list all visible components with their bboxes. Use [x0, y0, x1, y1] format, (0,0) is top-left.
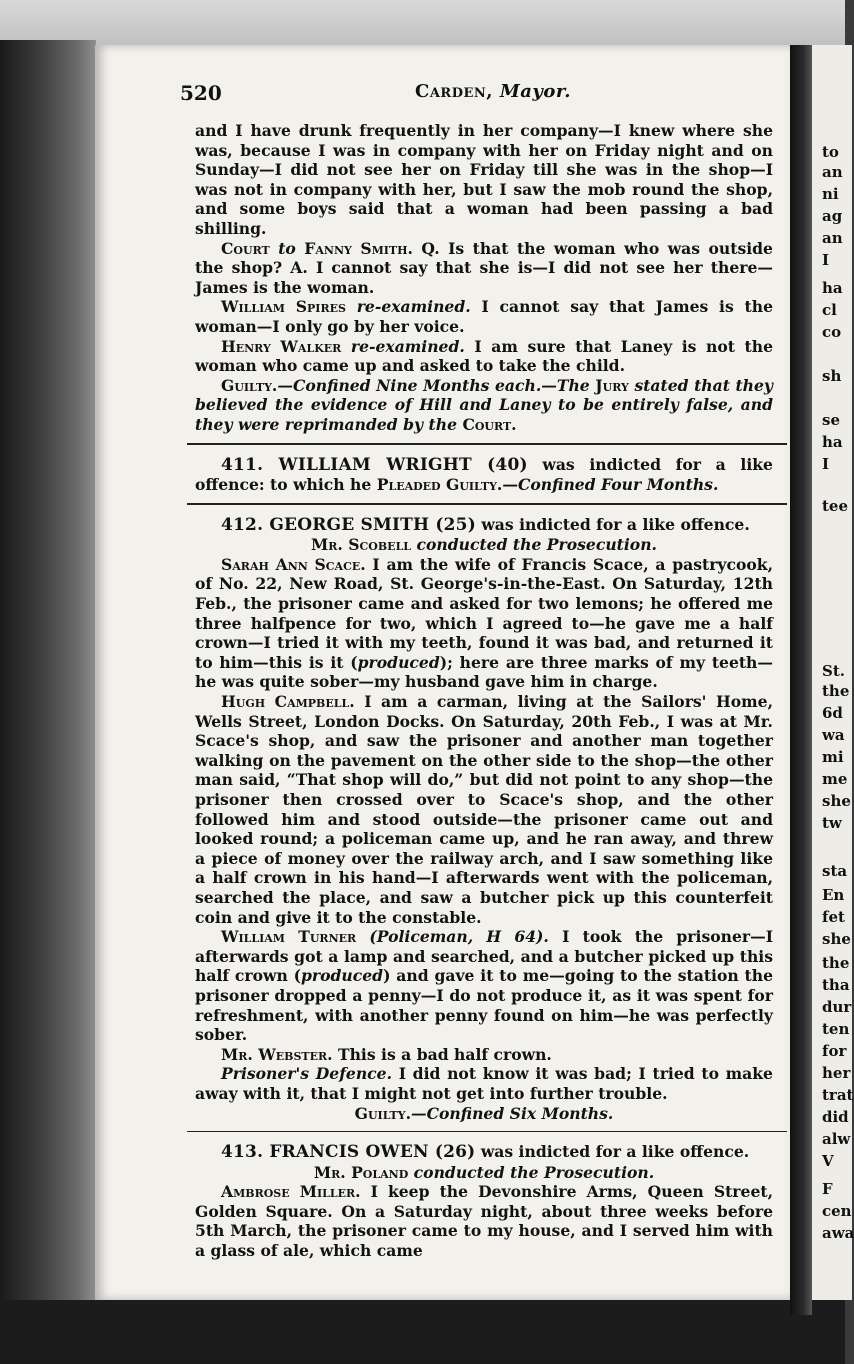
- facing-page-fragment: ten: [822, 1020, 850, 1038]
- facing-page-fragment: trat: [822, 1086, 854, 1104]
- case-heading: 412. GEORGE SMITH (25): [221, 514, 476, 535]
- facing-page-fragment: to: [822, 143, 839, 161]
- facing-page-fragment: for: [822, 1042, 847, 1060]
- page-body: [195, 121, 773, 1261]
- paragraph: Sarah Ann Scace. I am the wife of Francis Scace, a pastrycook, of No. 22, New Road, St. George's-in-the-East. On Saturday, 12th Feb., the prisoner came and asked for two lemons; he offered me three halfpence for two, which I agreed to—he gave me a half crown—I tried it with my teeth, found it was bad, and returned it to him—this is it (produced); here are three marks of my teeth—he was quite sober—my husband gave him in charge.: [195, 554, 773, 692]
- facing-page-fragment: tha: [822, 976, 850, 994]
- case-411: 411. WILLIAM WRIGHT (40) was indicted for a like offence: to which he Pleaded Guilty.—Confined Four Months.: [195, 454, 773, 495]
- facing-page-fragment: ha: [822, 279, 843, 297]
- counsel-line: Mr. Poland conducted the Prosecution.: [313, 1162, 655, 1182]
- paragraph: Henry Walker re-examined. I am sure that Laney is not the woman who came up and asked to take the child.: [195, 336, 773, 376]
- facing-page-fragment: tee: [822, 497, 849, 515]
- facing-page-fragment: I: [822, 455, 830, 473]
- paragraph: William Turner (Policeman, H 64). I took the prisoner—I afterwards got a lamp and searched, and a butcher picked up this half crown (produced) and gave it to me—going to the station the prisoner dropped a penny—I do not produce it, as it was spent for refreshment, with another penny found on him—he was perfectly sober.: [195, 927, 774, 1045]
- running-head-name: Carden,: [415, 81, 494, 102]
- paragraph: Mr. Webster. This is a bad half crown.: [221, 1044, 552, 1064]
- facing-page-fragment: alw: [822, 1130, 851, 1148]
- case-heading: 411. WILLIAM WRIGHT (40): [221, 454, 528, 475]
- facing-page-fragment: she: [822, 930, 851, 948]
- facing-page-fragment: En: [822, 886, 845, 904]
- facing-page-edge: [812, 45, 852, 1300]
- case-412: 412. GEORGE SMITH (25) was indicted for a like offence.: [221, 514, 750, 535]
- facing-page-fragment: V: [822, 1152, 834, 1170]
- book-page: [95, 45, 790, 1300]
- section-divider: [187, 443, 787, 445]
- section-divider: [187, 503, 787, 505]
- facing-page-fragment: did: [822, 1108, 849, 1126]
- facing-page-fragment: she: [822, 792, 851, 810]
- facing-page-fragment: wa: [822, 726, 845, 744]
- facing-page-fragment: sta: [822, 862, 848, 880]
- paragraph: Prisoner's Defence. I did not know it was bad; I tried to make away with it, that I might not get into further trouble.: [195, 1064, 773, 1103]
- running-head-title: Mayor.: [499, 81, 571, 102]
- facing-page-fragment: dur: [822, 998, 852, 1016]
- facing-page-fragment: 6d: [822, 704, 843, 722]
- facing-page-fragment: cl: [822, 301, 837, 319]
- facing-page-fragment: St.: [822, 662, 845, 680]
- facing-page-fragment: ha: [822, 433, 843, 451]
- facing-page-fragment: awa: [822, 1224, 854, 1242]
- facing-page-fragment: ni: [822, 185, 839, 203]
- counsel-line: Mr. Scobell conducted the Prosecution.: [311, 535, 657, 555]
- case-413: 413. FRANCIS OWEN (26) was indicted for a like offence.: [221, 1142, 750, 1163]
- facing-page-fragment: the: [822, 954, 850, 972]
- paragraph: William Spires re-examined. I cannot say that James is the woman—I only go by her voice.: [195, 297, 774, 336]
- facing-page-fragment: tw: [822, 814, 842, 832]
- section-divider: [187, 1131, 787, 1132]
- facing-page-fragment: her: [822, 1064, 851, 1082]
- facing-page-fragment: an: [822, 229, 843, 247]
- paragraph: Ambrose Miller. I keep the Devonshire Arms, Queen Street, Golden Square. On a Saturday night, about three weeks before 5th March, the prisoner came to my house, and I served him with a glass of ale, which came: [195, 1182, 773, 1261]
- facing-page-fragment: sh: [822, 367, 842, 385]
- book-binding: [0, 40, 96, 1364]
- facing-page-fragment: mi: [822, 748, 844, 766]
- facing-page-fragment: co: [822, 323, 842, 341]
- page-number: 520: [180, 81, 222, 105]
- facing-page-fragment: se: [822, 411, 840, 429]
- paragraph: Hugh Campbell. I am a carman, living at the Sailors' Home, Wells Street, London Docks. On Saturday, 20th Feb., I was at Mr. Scace's shop, and saw the prisoner and another man together walking on the pavement on the other side to the shop—the other man said, “That shop will do,” but did not point to any shop—the prisoner then crossed over to Scace's shop, and the other followed him and stood outside—the prisoner came out and looked round; a policeman came up, and he ran away, and threw a piece of money over the railway arch, and I saw something like a half crown in his hand—I afterwards went with the policeman, searched the place, and saw a butcher pick up this counterfeit coin and give it to the constable.: [195, 692, 773, 927]
- running-head: [415, 81, 571, 102]
- facing-page-fragment: F: [822, 1180, 833, 1198]
- scan-background-top: [0, 0, 845, 48]
- facing-page-fragment: ag: [822, 207, 843, 225]
- facing-page-fragment: the: [822, 682, 850, 700]
- facing-page-fragment: an: [822, 163, 843, 181]
- facing-page-fragment: I: [822, 251, 830, 269]
- page-header: [95, 81, 790, 107]
- book-gutter: [790, 45, 812, 1315]
- scan-background-bottom: [0, 1300, 845, 1364]
- paragraph: and I have drunk frequently in her company—I knew where she was, because I was in company with her on Friday night and on Sunday—I did not see her on Friday till she was in the shop—I was not in company with her, but I saw the mob round the shop, and some boys said that a woman had been passing a bad shilling.: [195, 121, 773, 238]
- facing-page-fragment: fet: [822, 908, 845, 926]
- verdict-line: Guilty.—Confined Six Months.: [354, 1103, 614, 1123]
- paragraph: Court to Fanny Smith. Q. Is that the woman who was outside the shop? A. I cannot say that she is—I did not see her there—James is the woman.: [195, 238, 773, 297]
- facing-page-fragment: cen: [822, 1202, 852, 1220]
- verdict-paragraph: Guilty.—Confined Nine Months each.—The Jury stated that they believed the evidence of Hill and Laney to be entirely false, and they were reprimanded by the Court.: [195, 375, 773, 434]
- case-heading: 413. FRANCIS OWEN (26): [221, 1142, 476, 1163]
- facing-page-fragment: me: [822, 770, 848, 788]
